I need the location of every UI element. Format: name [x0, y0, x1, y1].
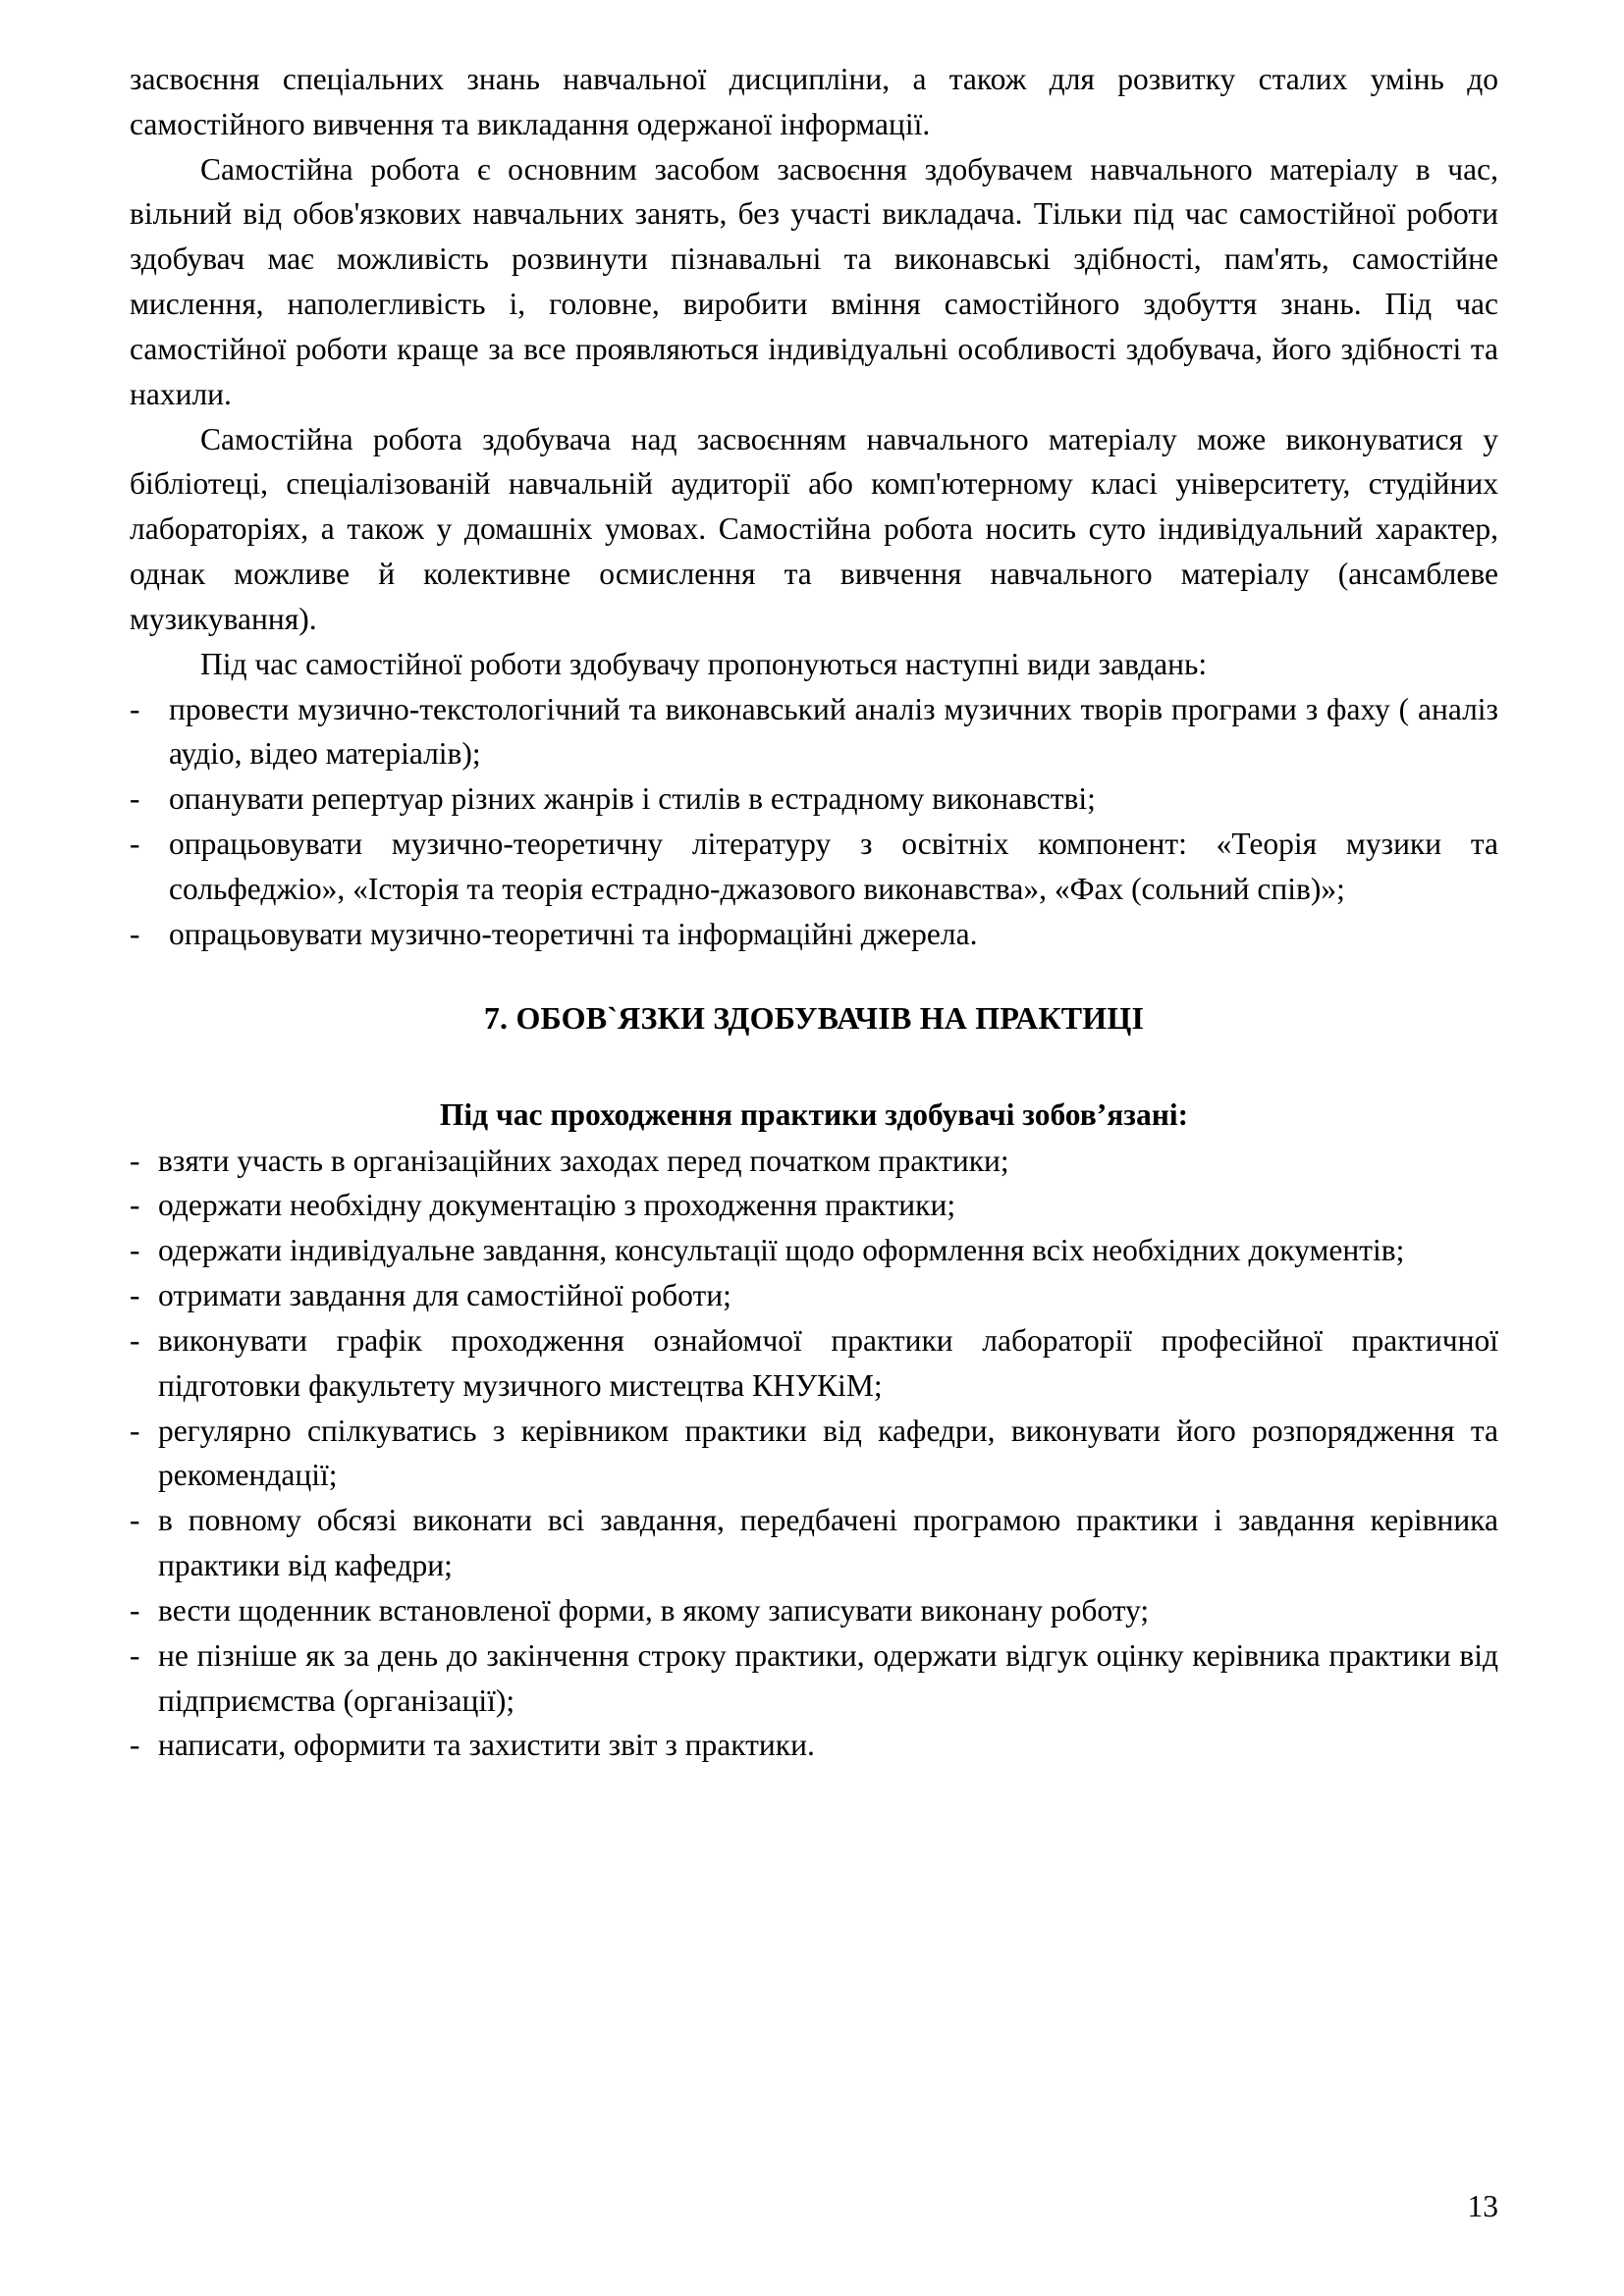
list-item	[130, 1498, 1498, 1588]
list-item	[130, 1409, 1498, 1499]
list-item-label: написати, оформити та захистити звіт з практики.	[158, 1728, 815, 1763]
list-item-label: опанувати репертуар різних жанрів і стилів в естрадному виконавстві;	[169, 781, 1096, 817]
dash-bullet-icon: -	[130, 1233, 140, 1268]
list-item-label: вести щоденник встановленої форми, в якому записувати виконану роботу;	[158, 1592, 1150, 1628]
page-number: 13	[1467, 2188, 1498, 2223]
list-item-label: опрацьовувати музично-теоретичну літературу з освітніх компонент: «Теорія музики та сольфеджіо», «Історія та теорія естрадно-джазового виконавства», «Фах (сольний спів)»;	[169, 827, 1498, 906]
dash-bullet-icon: -	[130, 1278, 140, 1313]
duties-list	[130, 1139, 1498, 1769]
list-item	[130, 1318, 1498, 1409]
list-item-label: отримати завдання для самостійної роботи;	[158, 1278, 731, 1313]
dash-bullet-icon: -	[130, 1188, 140, 1223]
section-heading: 7. ОБОВ`ЯЗКИ ЗДОБУВАЧІВ НА ПРАКТИЦІ	[483, 999, 1145, 1036]
list-item-label: виконувати графік проходження ознайомчої практики лабораторії професійної практичної підготовки факультету музичного мистецтва КНУКіМ;	[158, 1322, 1498, 1403]
paragraph-continuation: засвоєння спеціальних знань навчальної дисципліни, а також для розвитку сталих умінь до самостійного вивчення та викладання одержаної інформації.	[130, 62, 1498, 141]
list-item	[130, 1273, 1498, 1318]
section-sub-heading: Під час проходження практики здобувачі зобов’язані:	[439, 1096, 1189, 1132]
list-item-label: в повному обсязі виконати всі завдання, передбачені програмою практики і завдання керівника практики від кафедри;	[158, 1503, 1498, 1583]
dash-bullet-icon: -	[130, 1143, 140, 1178]
list-item-label: взяти участь в організаційних заходах перед початком практики;	[158, 1143, 1009, 1178]
list-item	[130, 687, 1498, 777]
dash-bullet-icon: -	[130, 1728, 140, 1763]
list-item	[130, 912, 1498, 957]
paragraph-self-work-locations: Самостійна робота здобувача над засвоєнням навчального матеріалу може виконуватися у бібліотеці, спеціалізованій навчальній аудиторії або комп'ютерному класі університету, студійних лабораторіях, а також у домашніх умовах. Самостійна робота носить суто індивідуальний характер, однак можливе й колективне осмислення та вивчення навчального матеріалу (ансамблеве музикування).	[130, 421, 1498, 636]
dash-bullet-icon: -	[130, 1413, 140, 1448]
paragraph-self-work-definition: Самостійна робота є основним засобом засвоєння здобувачем навчального матеріалу в час, вільний від обов'язкових навчальних занять, без участі викладача. Тільки під час самостійної роботи здобувач має можливість розвинути пізнавальні та виконавські здібності, пам'ять, самостійне мислення, наполегливість і, головне, виробити вміння самостійного здобуття знань. Під час самостійної роботи краще за все проявляються індивідуальні особливості здобувача, його здібності та нахили.	[130, 151, 1498, 411]
list-item-label: одержати необхідну документацію з проходження практики;	[158, 1188, 956, 1223]
list-item	[130, 1633, 1498, 1724]
list-item	[130, 1228, 1498, 1273]
list-item	[130, 776, 1498, 822]
dash-bullet-icon: -	[130, 1637, 140, 1673]
list-item-label: опрацьовувати музично-теоретичні та інформаційні джерела.	[169, 916, 978, 951]
paragraph-task-types-intro: Під час самостійної роботи здобувачу пропонуються наступні види завдань:	[200, 646, 1208, 681]
list-item-label: провести музично-текстологічний та виконавський аналіз музичних творів програми з фаху ( аналіз аудіо, відео матеріалів);	[169, 691, 1498, 772]
list-item-label: регулярно спілкуватись з керівником практики від кафедри, виконувати його розпорядження та рекомендації;	[158, 1413, 1498, 1493]
list-item-label: не пізніше як за день до закінчення строку практики, одержати відгук оцінку керівника практики від підприємства (організації);	[158, 1637, 1498, 1718]
self-work-task-list	[130, 687, 1498, 957]
list-item	[130, 1139, 1498, 1184]
list-item	[130, 1588, 1498, 1633]
dash-bullet-icon: -	[130, 691, 140, 726]
list-item	[130, 1723, 1498, 1768]
dash-bullet-icon: -	[130, 1322, 140, 1358]
dash-bullet-icon: -	[130, 781, 140, 817]
dash-bullet-icon: -	[130, 827, 140, 862]
list-item-label: одержати індивідуальне завдання, консультації щодо оформлення всіх необхідних документів;	[158, 1233, 1405, 1268]
list-item	[130, 1183, 1498, 1228]
dash-bullet-icon: -	[130, 1592, 140, 1628]
dash-bullet-icon: -	[130, 1503, 140, 1538]
list-item	[130, 822, 1498, 912]
dash-bullet-icon: -	[130, 916, 140, 951]
